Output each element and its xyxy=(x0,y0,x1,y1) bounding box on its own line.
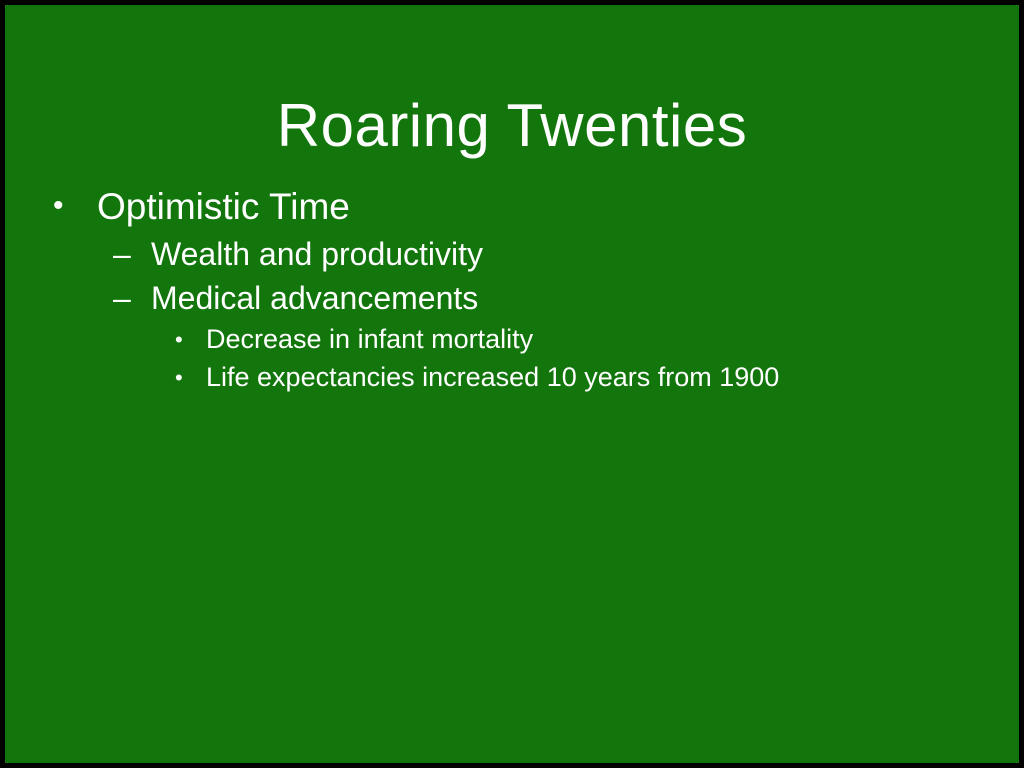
bullet-level3 xyxy=(175,360,979,396)
bullet-level3 xyxy=(175,322,979,358)
bullet-text: Decrease in infant mortality xyxy=(206,323,534,354)
bullet-marker-icon: • xyxy=(175,326,183,352)
bullet-marker-icon: • xyxy=(53,189,64,222)
bullet-marker-icon: • xyxy=(175,365,183,391)
bullet-level2 xyxy=(113,234,979,276)
bullet-text: Wealth and productivity xyxy=(151,236,484,273)
dash-marker-icon: – xyxy=(113,279,131,316)
bullet-level1 xyxy=(53,183,979,230)
bullet-text: Life expectancies increased 10 years from 1900 xyxy=(206,362,780,393)
slide-body xyxy=(53,183,979,399)
slide-title: Roaring Twenties xyxy=(276,92,748,160)
dash-marker-icon: – xyxy=(113,236,131,273)
bullet-text: Optimistic Time xyxy=(97,186,350,227)
bullet-level2 xyxy=(113,278,979,320)
bullet-text: Medical advancements xyxy=(151,279,479,316)
